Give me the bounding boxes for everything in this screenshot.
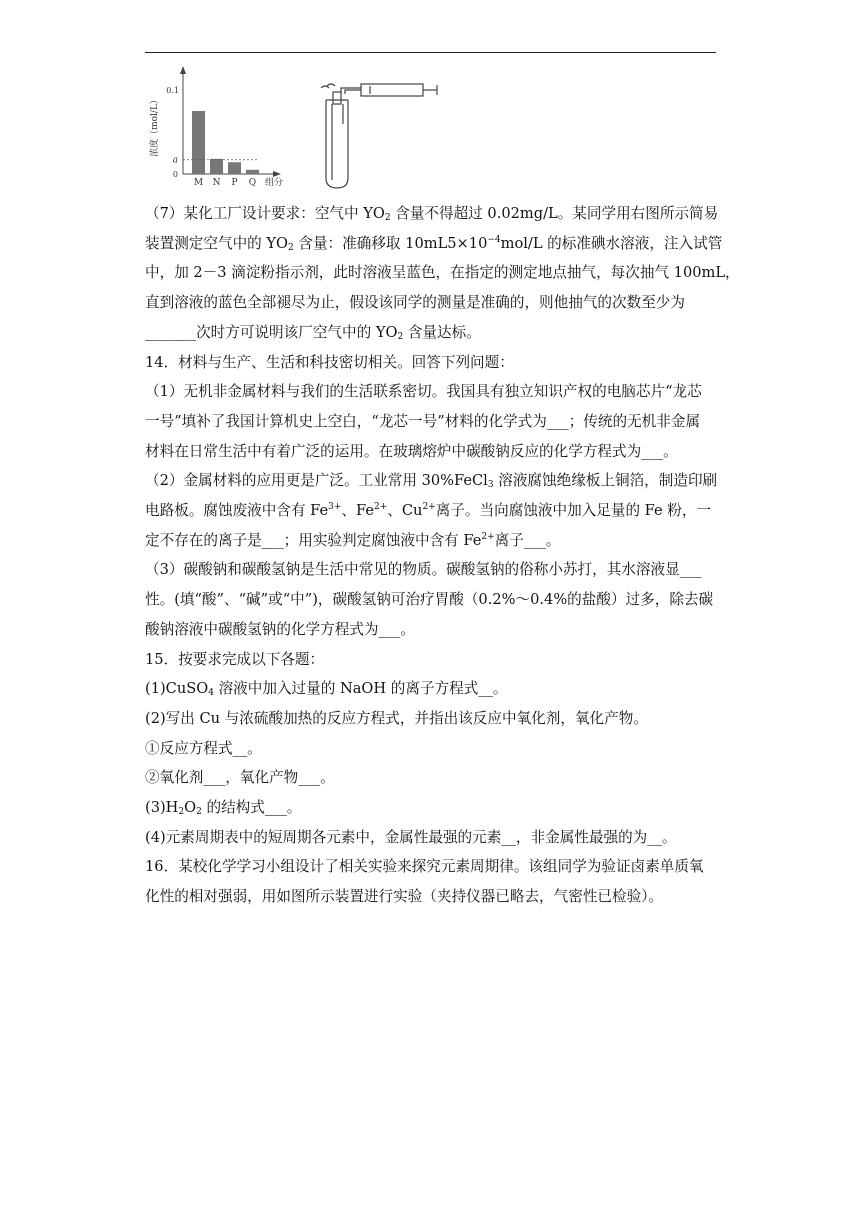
figures-row [145, 64, 716, 192]
subscript: 2 [196, 807, 202, 818]
text-run: （1）无机非金属材料与我们的生活联系密切。我国具有独立知识产权的电脑芯片“龙芯 [145, 383, 702, 401]
text-line-q15_2b [145, 763, 716, 793]
text-run: 电路板。腐蚀废液中含有 Fe [145, 502, 329, 520]
text-line-q7_2 [145, 229, 723, 259]
chart-ylabel: 浓度（mol/L） [150, 95, 160, 157]
question-text-body [145, 199, 740, 912]
subscript: 2 [384, 213, 391, 223]
bar-P [228, 162, 241, 174]
supscript: 3+ [328, 502, 342, 513]
text-run: (2)写出 Cu 与浓硫酸加热的反应方程式，并指出该反应中氧化剂，氧化产物。 [145, 709, 648, 727]
text-run: 一号”填补了我国计算机史上空白，“龙芯一号”材料的化学式为___；传统的无机非金属 [145, 412, 701, 430]
text-line-q14_2a [145, 466, 716, 496]
text-line-q14_3b [145, 585, 716, 615]
subscript: 3 [487, 480, 494, 491]
text-line-q14_1b [145, 407, 716, 437]
text-run: 性。(填“酸”、“碱”或“中”)，碳酸氢钠可治疗胃酸（0.2%～0.4%的盐酸）过多，除去碳 [145, 591, 714, 609]
text-run: 直到溶液的蓝色全部褪尽为止，假设该同学的测量是准确的，则他抽气的次数至少为 [145, 294, 685, 312]
text-run: （2）金属材料的应用更是广泛。工业常用 30%FeCl [145, 472, 488, 490]
text-run: 装置测定空气中的 YO [145, 234, 288, 252]
bar-Q [246, 170, 259, 174]
x-tick-label-M: M [193, 178, 204, 188]
x-tick-label-Q: Q [248, 178, 257, 188]
bar-N [210, 159, 223, 174]
bar-M [192, 111, 205, 174]
text-run: mol/L 的标准碘水溶液，注入试管 [500, 234, 723, 252]
text-run: 14．材料与生产、生活和科技密切相关。回答下列问题： [145, 353, 514, 371]
subscript: 2 [288, 242, 294, 253]
text-run: 溶液中加入过量的 NaOH 的离子方程式__。 [213, 680, 508, 698]
text-run: O [184, 799, 197, 817]
text-line-q15_2 [145, 704, 716, 734]
text-run: ②氧化剂___，氧化产物___。 [145, 769, 335, 787]
text-run: 16．某校化学学习小组设计了相关实验来探究元素周期律。该组同学为验证卤素单质氧 [145, 858, 704, 876]
text-run: (1)CuSO [145, 680, 209, 698]
test-tube [326, 100, 348, 188]
text-run: 的结构式___。 [201, 799, 302, 817]
text-run: （7）某化工厂设计要求：空气中 YO [145, 205, 385, 222]
text-line-q7_1 [145, 199, 719, 229]
supscript: 2+ [373, 502, 388, 513]
text-line-q16a [145, 852, 716, 882]
text-line-q14_2c [145, 526, 716, 556]
text-run: 中，加 2－3 滴淀粉指示剂，此时溶液呈蓝色，在指定的测定地点抽气，每次抽气 100mL， [145, 264, 740, 282]
text-run: 酸钠溶液中碳酸氢钠的化学方程式为___。 [145, 620, 415, 638]
text-line-q14_3c [145, 615, 716, 645]
text-run: 离子___。 [494, 531, 561, 549]
text-line-q7_3 [145, 258, 740, 288]
text-run: 含量达标。 [403, 323, 481, 341]
x-tick-label-P: P [231, 178, 238, 188]
supscript: 2+ [481, 531, 495, 542]
supscript: 2+ [422, 502, 436, 513]
x-axis-arrow-icon [273, 171, 281, 177]
text-line-q15_1 [145, 674, 716, 704]
text-run: _______次时方可说明该厂空气中的 YO [145, 323, 398, 341]
text-line-q14_1a [145, 377, 716, 407]
gas-sampling-apparatus [321, 84, 437, 188]
y-axis-arrow-icon [180, 66, 186, 74]
text-line-q14_1c [145, 437, 716, 467]
text-run: 含量不得超过 0.02mg/L。某同学用右图所示简易 [390, 205, 719, 222]
text-run: (4)元素周期表中的短周期各元素中，金属性最强的元素__，非金属性最强的为__。 [145, 828, 677, 846]
text-run: 溶液腐蚀绝缘板上铜箔，制造印刷 [493, 472, 718, 490]
text-line-q14_3a [145, 555, 716, 585]
bar-chart [145, 64, 716, 192]
y-tick-label-top: 0.1 [166, 86, 179, 95]
text-line-q14_2b [145, 496, 716, 526]
y-tick-label-a: a [172, 155, 178, 166]
text-run: 、Fe [341, 502, 374, 520]
text-run: 定不存在的离子是___；用实验判定腐蚀液中含有 Fe [145, 531, 482, 549]
text-line-q15_3 [145, 793, 716, 823]
text-run: 化性的相对强弱，用如图所示装置进行实验（夹持仪器已略去，气密性已检验）。 [145, 888, 664, 906]
text-run: ①反应方程式__。 [145, 739, 262, 757]
y-tick-label-zero: 0 [172, 170, 178, 179]
subscript: 2 [178, 807, 185, 818]
text-run: 材料在日常生活中有着广泛的运用。在玻璃熔炉中碳酸钠反应的化学方程式为___。 [145, 442, 678, 460]
chart-xlabel: 组分 [265, 178, 284, 188]
supscript: −4 [487, 234, 501, 245]
text-line-q7_5 [145, 318, 716, 348]
text-run: 、Cu [387, 502, 423, 520]
x-tick-label-N: N [212, 178, 221, 188]
text-line-q16b [145, 882, 716, 912]
tube-stopper [333, 92, 341, 104]
subscript: 4 [208, 688, 214, 699]
header-rule [145, 52, 716, 53]
text-line-q7_4 [145, 288, 716, 318]
text-run: （3）碳酸钠和碳酸氢钠是生活中常见的物质。碳酸氢钠的俗称小苏打，其水溶液显___ [145, 561, 702, 579]
text-run: 含量：准确移取 10mL5×10 [293, 234, 488, 252]
text-line-q15_4 [145, 823, 716, 853]
text-run: (3)H [145, 799, 179, 817]
text-line-q15_2a [145, 734, 716, 764]
text-line-q15 [145, 645, 716, 675]
text-run: 15．按要求完成以下各题： [145, 650, 325, 668]
text-run: 离子。当向腐蚀液中加入足量的 Fe 粉，一 [435, 502, 712, 520]
text-line-q14 [145, 348, 716, 378]
subscript: 2 [397, 331, 404, 342]
